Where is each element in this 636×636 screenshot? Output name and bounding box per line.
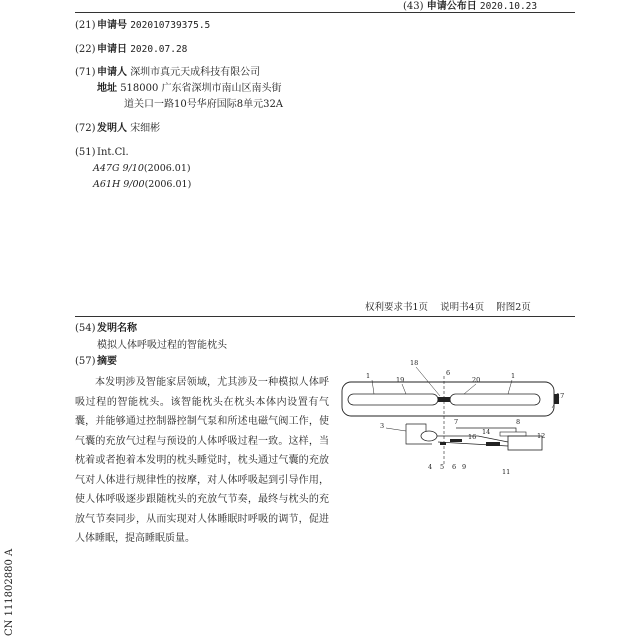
right-air-bag <box>450 394 540 405</box>
label-1-left: 1 <box>366 372 371 380</box>
pillow-schematic-figure <box>336 356 568 482</box>
label-19: 19 <box>396 376 405 384</box>
leader-line <box>464 384 476 394</box>
ipc-entry: A47G 9/10(2006.01) <box>93 163 191 174</box>
air-tube <box>406 424 426 431</box>
abstract-text: 本发明涉及智能家居领域，尤其涉及一种模拟人体呼吸过程的智能枕头。该智能枕头在枕头本体内设置有气囊，并能够通过控制器控制气泵和所述电磁气阀工作，使气囊的充放气过程与预设的人体呼吸过程一致。这样，当枕着或者抱着本发明的枕头睡觉时，枕头通过气囊的充放气对人体进行规律性的按摩，对人体呼吸起到引导作用，使人体呼吸逐步跟随枕头的充放气节奏，最终与枕头的充放气节奏同步，从而实现对人体睡眠时呼吸的调节，促进人体睡眠，提高睡眠质量。 <box>75 377 329 544</box>
label-16: 16 <box>468 433 477 441</box>
application-date: (22)申请日 2020.07.28 <box>75 44 188 55</box>
air-pump <box>421 431 437 441</box>
leader-line <box>402 384 406 394</box>
section-rule <box>75 316 575 317</box>
solenoid-valve <box>486 442 500 446</box>
label-20: 20 <box>472 376 481 384</box>
invention-title-heading: (54)发明名称 <box>75 323 137 334</box>
abstract-heading: (57)摘要 <box>75 356 117 367</box>
abstract-body <box>75 373 329 549</box>
label-9: 9 <box>462 463 467 471</box>
ipc-classification: (51)Int.Cl. <box>75 147 129 158</box>
label-4: 4 <box>428 463 433 471</box>
inventor: (72)发明人 宋细彬 <box>75 123 161 134</box>
label-3: 3 <box>380 422 385 430</box>
address-line2: 道关口一路10号华府国际8单元32A <box>124 99 284 110</box>
label-5: 5 <box>440 463 445 471</box>
pub-date-value: 2020.10.23 <box>479 1 538 12</box>
invention-title: 模拟人体呼吸过程的智能枕头 <box>97 340 227 351</box>
header-rule <box>75 12 575 13</box>
connector <box>440 442 446 445</box>
label-18: 18 <box>410 359 419 367</box>
label-7: 7 <box>454 418 459 426</box>
side-publication-number: CN 111802880 A <box>4 548 15 636</box>
label-12: 12 <box>537 432 546 440</box>
label-17: 17 <box>556 392 565 400</box>
label-8: 8 <box>516 418 521 426</box>
left-air-bag <box>348 394 438 405</box>
pub-date-code: (43) <box>403 1 424 12</box>
label-11: 11 <box>502 468 511 476</box>
application-number: (21)申请号 202010739375.5 <box>75 20 211 31</box>
label-14: 14 <box>482 428 491 436</box>
label-6-bottom: 6 <box>452 463 457 471</box>
label-6-top: 6 <box>446 369 451 377</box>
label-1-right: 1 <box>511 372 516 380</box>
pub-date-label: 申请公布日 <box>426 1 477 12</box>
leader-line <box>416 367 440 396</box>
ipc-entry: A61H 9/00(2006.01) <box>93 179 192 190</box>
battery-box <box>500 432 526 436</box>
applicant: (71)申请人 深圳市真元天成科技有限公司 <box>75 67 261 78</box>
address: 地址 518000 广东省深圳市南山区南头街 <box>97 83 282 94</box>
connector <box>450 439 462 442</box>
leader-line <box>386 428 406 431</box>
page-counts: 权利要求书1页 说明书4页 附图2页 <box>365 302 531 313</box>
